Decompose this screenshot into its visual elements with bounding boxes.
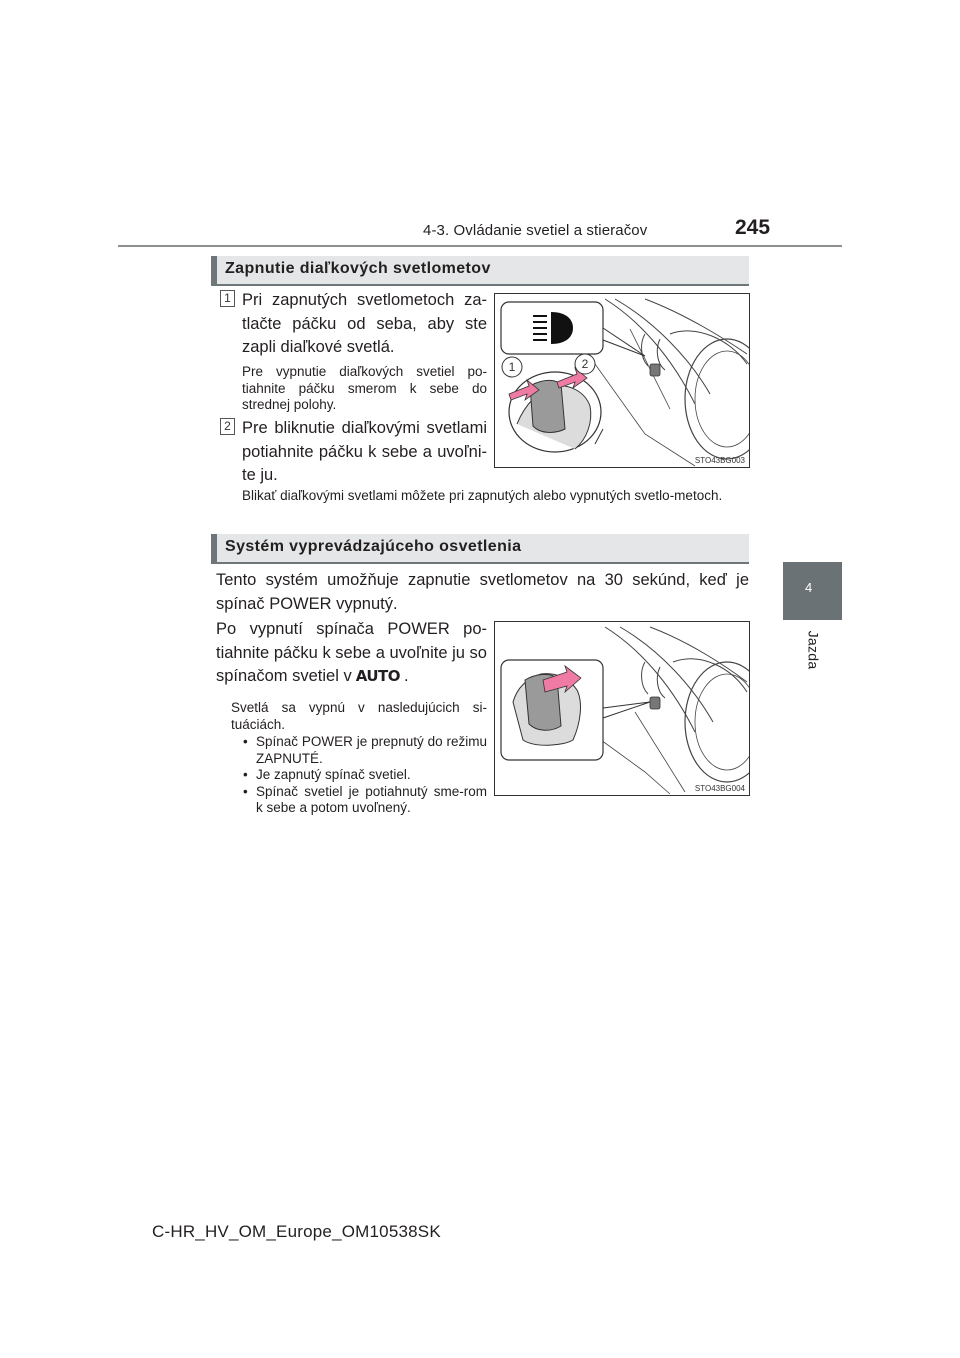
header-rule — [118, 245, 842, 247]
section-heading-high-beam — [211, 256, 749, 286]
figure-code: STO43BG004 — [694, 784, 745, 793]
chapter-label: Jazda — [804, 630, 821, 670]
step-1-text: Pri zapnutých svetlometoch za-tlačte páčku od seba, aby ste zapli diaľkové svetlá. — [242, 291, 487, 356]
page-number: 245 — [735, 216, 771, 239]
off-conditions-note: Svetlá sa vypnú v nasledujúcich si-tuáciách. — [231, 700, 487, 732]
figure-follow-me-home-lever — [494, 621, 750, 796]
section-2-instruction: Po vypnutí spínača POWER po-tiahnite páčku k sebe a uvoľnite ju so spínačom svetiel v AUTO . — [216, 618, 487, 689]
auto-light-icon: AUTO — [355, 667, 401, 685]
chapter-tab — [783, 562, 842, 620]
high-beam-icon — [533, 312, 573, 344]
step-number-1: 1 — [220, 290, 235, 307]
chapter-number: 4 — [805, 580, 813, 595]
step-number-2: 2 — [220, 418, 235, 435]
section-heading-title: Zapnutie diaľkových svetlometov — [225, 260, 491, 277]
section-heading-marker — [211, 256, 217, 286]
section-heading-title: Systém vyprevádzajúceho osvetlenia — [225, 538, 522, 555]
section-2-intro: Tento systém umožňuje zapnutie svetlometov na 30 sekúnd, keď je spínač POWER vypnutý. — [216, 571, 749, 613]
running-header-section: 4-3. Ovládanie svetiel a stieračov — [423, 222, 648, 239]
figure-callout-2: 2 — [581, 357, 589, 371]
high-beam-illustration — [495, 294, 749, 467]
step-2-text: Pre bliknutie diaľkovými svetlami potiahnite páčku k sebe a uvoľni-te ju. — [242, 419, 487, 484]
step-1-note: Pre vypnutie diaľkových svetiel po-tiahnite páčku smerom k sebe do strednej polohy. — [242, 364, 487, 412]
follow-me-home-illustration — [495, 622, 749, 795]
list-item: • Spínač svetiel je potiahnutý sme-rom k sebe a potom uvoľnený. — [236, 784, 487, 817]
figure-code: STO43BG003 — [694, 456, 745, 465]
flash-note: Blikať diaľkovými svetlami môžete pri zapnutých alebo vypnutých svetlo-metoch. — [242, 488, 723, 503]
section-heading-follow-me-home — [211, 534, 749, 564]
document-id-footer: C-HR_HV_OM_Europe_OM10538SK — [152, 1222, 441, 1241]
off-conditions-list — [236, 734, 487, 817]
figure-high-beam-lever — [494, 293, 750, 468]
list-item: • Je zapnutý spínač svetiel. — [236, 767, 487, 784]
list-item: • Spínač POWER je prepnutý do režimu ZAPNUTÉ. — [236, 734, 487, 767]
figure-callout-1: 1 — [508, 360, 516, 374]
section-heading-marker — [211, 534, 217, 564]
